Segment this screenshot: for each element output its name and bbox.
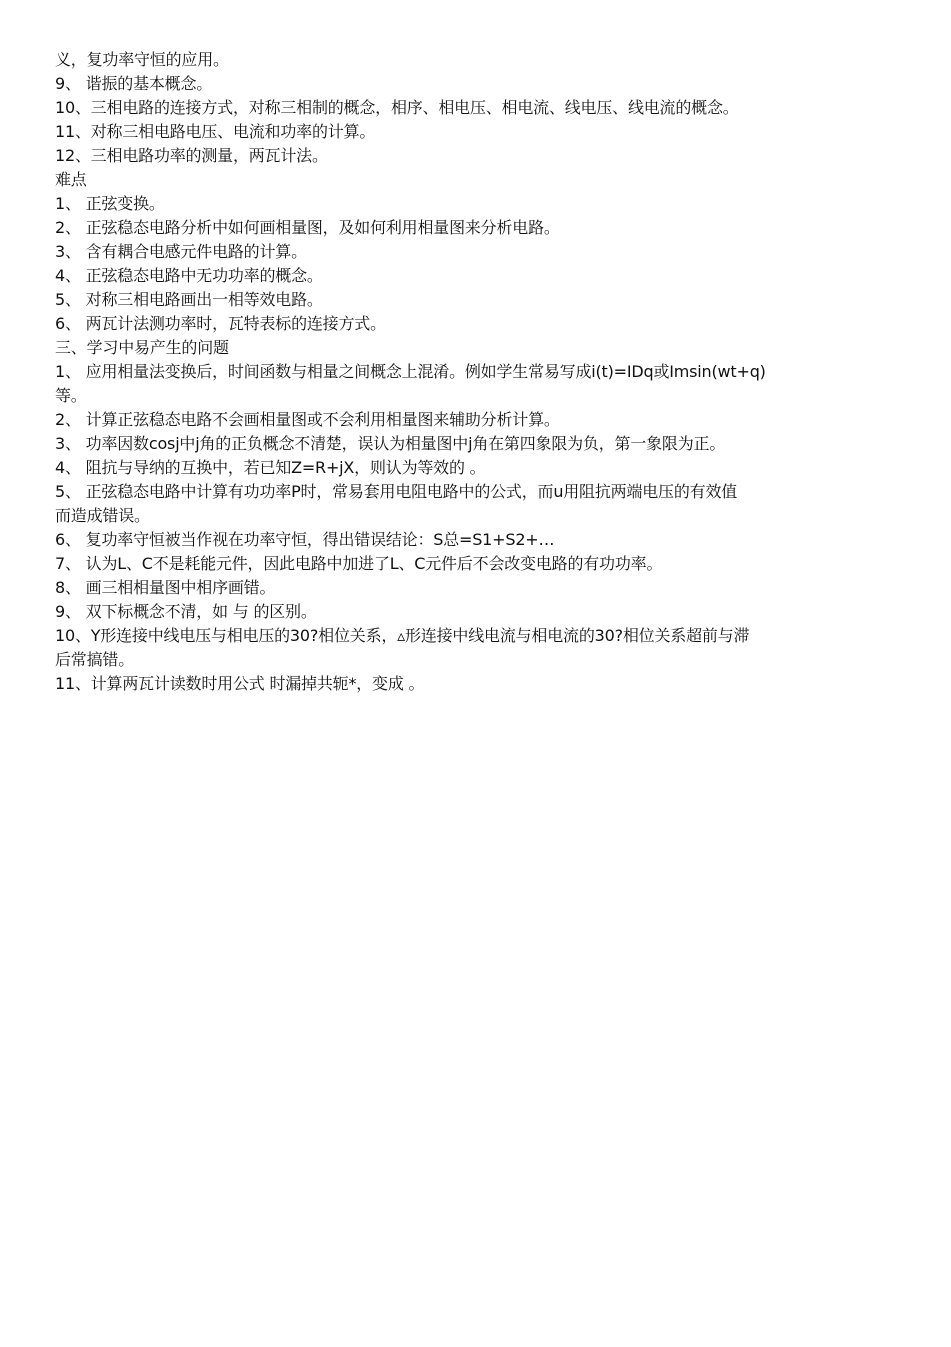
text-line: 5、 对称三相电路画出一相等效电路。: [55, 290, 323, 309]
text-line: 义，复功率守恒的应用。: [55, 50, 229, 69]
text-line: 而造成错误。: [55, 506, 150, 525]
text-line: 11、对称三相电路电压、电流和功率的计算。: [55, 122, 376, 141]
document-body: [55, 0, 905, 696]
text-line: 后常搞错。: [55, 650, 135, 669]
text-line: 1、 应用相量法变换后，时间函数与相量之间概念上混淆。例如学生常易写成i(t)=IDq或Imsin(wt+q): [55, 362, 766, 381]
text-line: 3、 含有耦合电感元件电路的计算。: [55, 242, 307, 261]
text-line: 7、 认为L、C不是耗能元件，因此电路中加进了L、C元件后不会改变电路的有功功率。: [55, 554, 663, 573]
text-line: 6、 两瓦计法测功率时，瓦特表标的连接方式。: [55, 314, 386, 333]
text-line: 3、 功率因数cosj中j角的正负概念不清楚，误认为相量图中j角在第四象限为负，第一象限为正。: [55, 434, 726, 453]
text-line: 6、 复功率守恒被当作视在功率守恒，得出错误结论：S总=S1+S2+…: [55, 530, 555, 549]
text-line: 4、 阻抗与导纳的互换中，若已知Z=R+jX，则认为等效的 。: [55, 458, 486, 477]
text-line: 4、 正弦稳态电路中无功功率的概念。: [55, 266, 323, 285]
text-line: 10、Y形连接中线电压与相电压的30?相位关系，▵形连接中线电流与相电流的30?相位关系超前与滞: [55, 626, 750, 645]
section-heading: 三、学习中易产生的问题: [55, 338, 229, 357]
text-line: 5、 正弦稳态电路中计算有功功率P时，常易套用电阻电路中的公式，而u用阻抗两端电压的有效值: [55, 482, 738, 501]
text-line: 12、三相电路功率的测量，两瓦计法。: [55, 146, 328, 165]
text-line: 9、 谐振的基本概念。: [55, 74, 213, 93]
text-line: 10、三相电路的连接方式，对称三相制的概念，相序、相电压、相电流、线电压、线电流的概念。: [55, 98, 739, 117]
text-line: 1、 正弦变换。: [55, 194, 165, 213]
text-line: 8、 画三相相量图中相序画错。: [55, 578, 276, 597]
text-line: 2、 计算正弦稳态电路不会画相量图或不会利用相量图来辅助分析计算。: [55, 410, 560, 429]
text-line: 2、 正弦稳态电路分析中如何画相量图，及如何利用相量图来分析电路。: [55, 218, 560, 237]
text-line: 9、 双下标概念不清，如 与 的区别。: [55, 602, 317, 621]
section-heading: 难点: [55, 170, 87, 189]
text-line: 11、计算两瓦计读数时用公式 时漏掉共轭*，变成 。: [55, 674, 425, 693]
text-line: 等。: [55, 386, 87, 405]
